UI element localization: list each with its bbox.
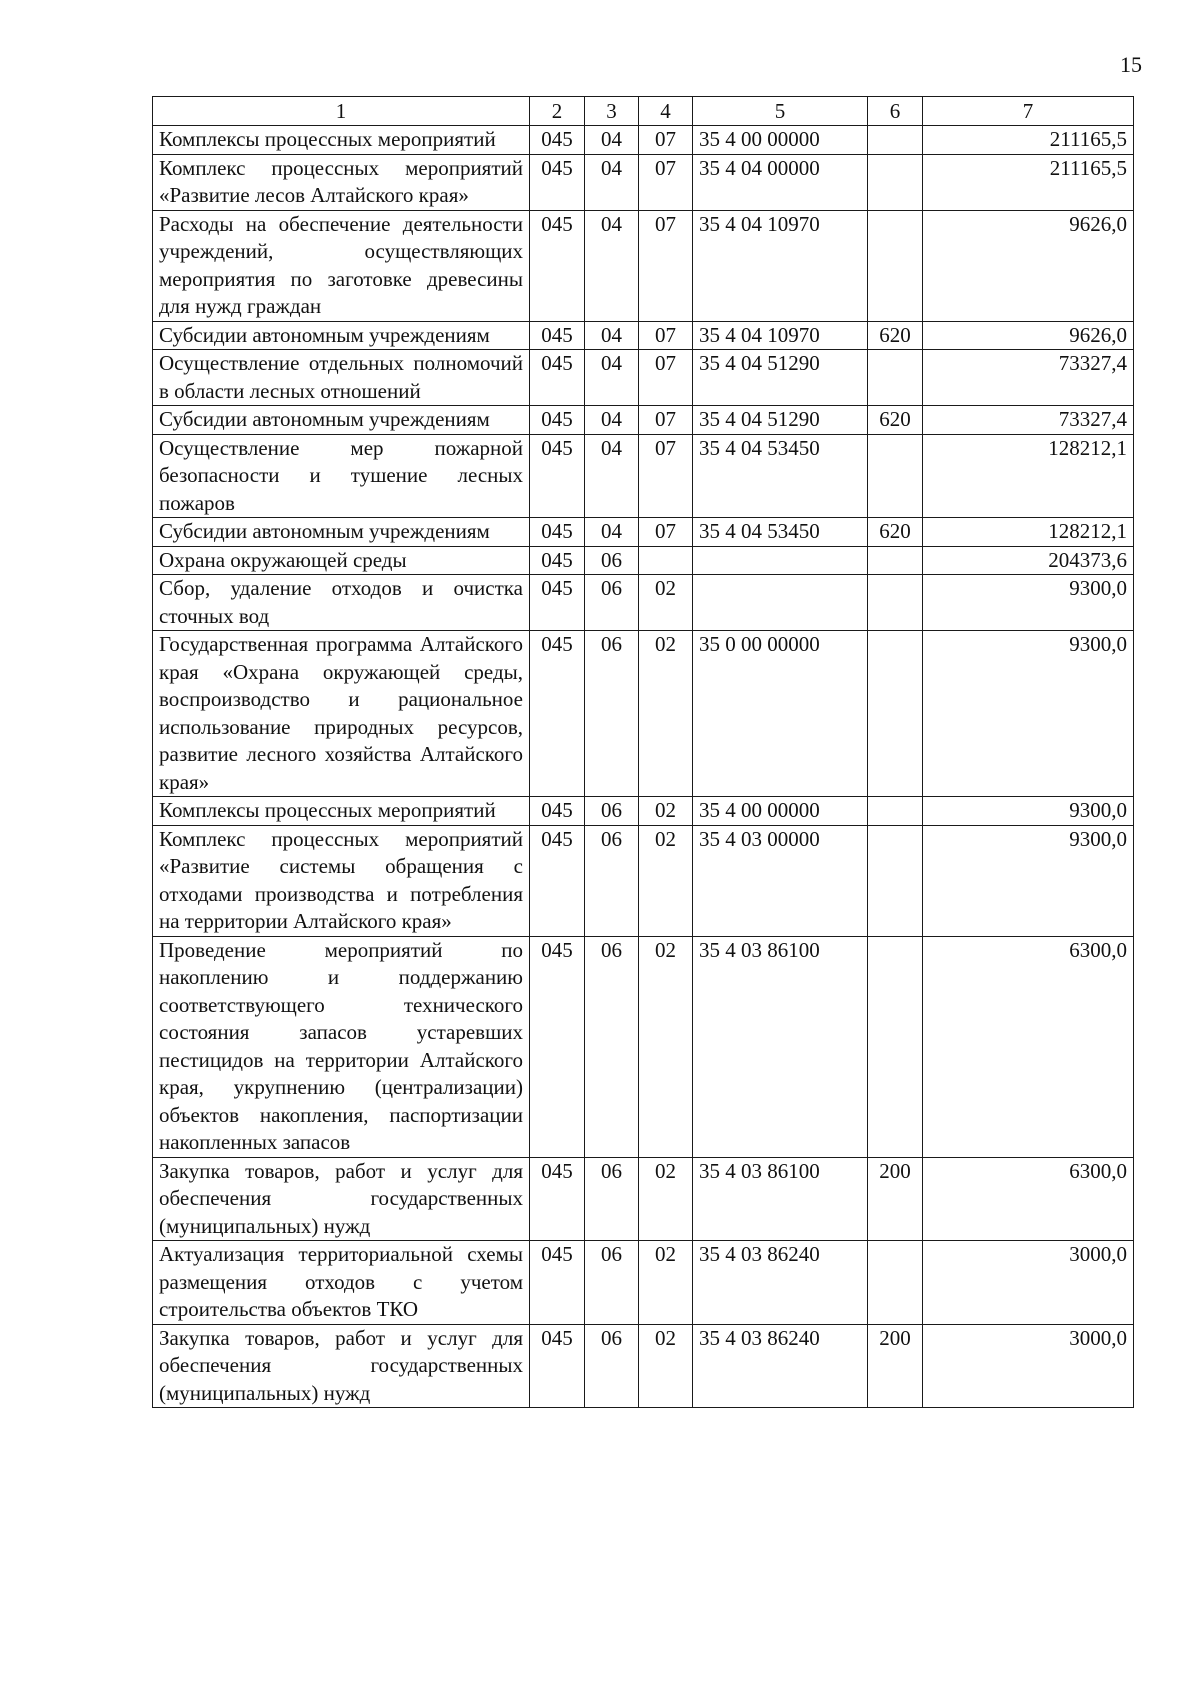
code-expense-type: [868, 210, 923, 321]
code-expense-type: [868, 126, 923, 155]
code-target-article: 35 4 04 53450: [693, 434, 868, 518]
code-expense-type: 620: [868, 321, 923, 350]
code-target-article: 35 4 03 86100: [693, 936, 868, 1157]
code-section: 06: [585, 797, 639, 826]
item-name: Актуализация территориальной схемы размещения отходов с учетом строительства объектов ТКО: [153, 1241, 530, 1325]
code-target-article: 35 4 03 86240: [693, 1241, 868, 1325]
table-row: [153, 406, 1134, 435]
item-name: Осуществление мер пожарной безопасности и тушение лесных пожаров: [153, 434, 530, 518]
code-ministry: 045: [530, 631, 585, 797]
code-expense-type: [868, 350, 923, 406]
table-row: [153, 825, 1134, 936]
code-subsection: 02: [639, 1241, 693, 1325]
code-expense-type: [868, 575, 923, 631]
item-name: Расходы на обеспечение деятельности учреждений, осуществляющих мероприятия по заготовке древесины для нужд граждан: [153, 210, 530, 321]
header-cell: 5: [693, 97, 868, 126]
header-cell: 7: [923, 97, 1134, 126]
code-section: 06: [585, 1157, 639, 1241]
header-cell: 2: [530, 97, 585, 126]
amount: 9300,0: [923, 825, 1134, 936]
code-section: 06: [585, 546, 639, 575]
amount: 9300,0: [923, 575, 1134, 631]
code-expense-type: [868, 825, 923, 936]
code-subsection: 02: [639, 825, 693, 936]
code-ministry: 045: [530, 434, 585, 518]
amount: 73327,4: [923, 406, 1134, 435]
code-target-article: 35 4 04 00000: [693, 154, 868, 210]
code-subsection: 02: [639, 936, 693, 1157]
code-expense-type: [868, 434, 923, 518]
table-row: [153, 1241, 1134, 1325]
code-ministry: 045: [530, 1157, 585, 1241]
item-name: Закупка товаров, работ и услуг для обеспечения государственных (муниципальных) нужд: [153, 1157, 530, 1241]
amount: 73327,4: [923, 350, 1134, 406]
table-row: [153, 936, 1134, 1157]
code-target-article: 35 4 03 86240: [693, 1324, 868, 1408]
code-section: 04: [585, 434, 639, 518]
item-name: Комплекс процессных мероприятий «Развитие лесов Алтайского края»: [153, 154, 530, 210]
code-target-article: 35 4 04 51290: [693, 350, 868, 406]
code-subsection: 02: [639, 797, 693, 826]
code-subsection: 07: [639, 406, 693, 435]
code-expense-type: 620: [868, 518, 923, 547]
amount: 211165,5: [923, 154, 1134, 210]
code-subsection: 07: [639, 350, 693, 406]
budget-table: [152, 96, 1134, 1408]
code-target-article: [693, 546, 868, 575]
header-cell: 3: [585, 97, 639, 126]
item-name: Комплексы процессных мероприятий: [153, 126, 530, 155]
code-ministry: 045: [530, 797, 585, 826]
item-name: Комплекс процессных мероприятий «Развитие системы обращения с отходами производства и потребления на территории Алтайского края»: [153, 825, 530, 936]
amount: 211165,5: [923, 126, 1134, 155]
code-ministry: 045: [530, 210, 585, 321]
item-name: Охрана окружающей среды: [153, 546, 530, 575]
amount: 3000,0: [923, 1324, 1134, 1408]
item-name: Субсидии автономным учреждениям: [153, 321, 530, 350]
code-section: 06: [585, 825, 639, 936]
code-section: 04: [585, 350, 639, 406]
code-ministry: 045: [530, 154, 585, 210]
code-section: 04: [585, 321, 639, 350]
header-cell: 4: [639, 97, 693, 126]
code-target-article: 35 4 00 00000: [693, 797, 868, 826]
code-subsection: 02: [639, 631, 693, 797]
table-row: [153, 154, 1134, 210]
code-ministry: 045: [530, 1324, 585, 1408]
code-expense-type: [868, 936, 923, 1157]
amount: 128212,1: [923, 518, 1134, 547]
code-section: 06: [585, 631, 639, 797]
item-name: Проведение мероприятий по накоплению и поддержанию соответствующего технического состояния запасов устаревших пестицидов на территории Алтайского края, укрупнению (централизации) объектов накопления, паспортизации накопленных запасов: [153, 936, 530, 1157]
page-number: 15: [1120, 52, 1142, 77]
table-row: [153, 546, 1134, 575]
item-name: Субсидии автономным учреждениям: [153, 518, 530, 547]
table-row: [153, 518, 1134, 547]
table-row: [153, 575, 1134, 631]
code-ministry: 045: [530, 321, 585, 350]
code-subsection: 07: [639, 210, 693, 321]
code-target-article: 35 4 03 86100: [693, 1157, 868, 1241]
code-expense-type: [868, 546, 923, 575]
header-cell: 6: [868, 97, 923, 126]
code-ministry: 045: [530, 518, 585, 547]
code-section: 04: [585, 518, 639, 547]
item-name: Сбор, удаление отходов и очистка сточных вод: [153, 575, 530, 631]
code-ministry: 045: [530, 546, 585, 575]
code-section: 04: [585, 406, 639, 435]
code-expense-type: 200: [868, 1324, 923, 1408]
amount: 3000,0: [923, 1241, 1134, 1325]
code-subsection: [639, 546, 693, 575]
table-row: [153, 1324, 1134, 1408]
item-name: Осуществление отдельных полномочий в области лесных отношений: [153, 350, 530, 406]
amount: 9300,0: [923, 797, 1134, 826]
code-expense-type: 200: [868, 1157, 923, 1241]
code-target-article: 35 4 04 10970: [693, 210, 868, 321]
code-target-article: 35 4 04 10970: [693, 321, 868, 350]
table-row: [153, 1157, 1134, 1241]
code-ministry: 045: [530, 406, 585, 435]
code-subsection: 07: [639, 126, 693, 155]
code-ministry: 045: [530, 126, 585, 155]
table-row: [153, 434, 1134, 518]
amount: 9626,0: [923, 210, 1134, 321]
code-ministry: 045: [530, 825, 585, 936]
code-target-article: [693, 575, 868, 631]
table-row: [153, 210, 1134, 321]
code-target-article: 35 0 00 00000: [693, 631, 868, 797]
code-subsection: 07: [639, 434, 693, 518]
header-row: [153, 97, 1134, 126]
code-section: 04: [585, 154, 639, 210]
code-subsection: 07: [639, 154, 693, 210]
table-row: [153, 797, 1134, 826]
code-expense-type: [868, 631, 923, 797]
code-section: 06: [585, 575, 639, 631]
amount: 128212,1: [923, 434, 1134, 518]
item-name: Государственная программа Алтайского края «Охрана окружающей среды, воспроизводство и рациональное использование природных ресурсов, развитие лесного хозяйства Алтайского края»: [153, 631, 530, 797]
table-row: [153, 631, 1134, 797]
amount: 9626,0: [923, 321, 1134, 350]
table-row: [153, 350, 1134, 406]
code-target-article: 35 4 04 53450: [693, 518, 868, 547]
item-name: Комплексы процессных мероприятий: [153, 797, 530, 826]
header-cell: 1: [153, 97, 530, 126]
code-expense-type: 620: [868, 406, 923, 435]
code-section: 06: [585, 1241, 639, 1325]
item-name: Закупка товаров, работ и услуг для обеспечения государственных (муниципальных) нужд: [153, 1324, 530, 1408]
code-subsection: 02: [639, 1157, 693, 1241]
code-ministry: 045: [530, 936, 585, 1157]
table-row: [153, 126, 1134, 155]
code-expense-type: [868, 1241, 923, 1325]
amount: 9300,0: [923, 631, 1134, 797]
code-subsection: 07: [639, 518, 693, 547]
amount: 6300,0: [923, 936, 1134, 1157]
code-target-article: 35 4 04 51290: [693, 406, 868, 435]
code-ministry: 045: [530, 1241, 585, 1325]
code-section: 04: [585, 210, 639, 321]
code-ministry: 045: [530, 575, 585, 631]
code-subsection: 02: [639, 1324, 693, 1408]
code-subsection: 02: [639, 575, 693, 631]
amount: 204373,6: [923, 546, 1134, 575]
code-section: 06: [585, 1324, 639, 1408]
code-target-article: 35 4 00 00000: [693, 126, 868, 155]
code-expense-type: [868, 797, 923, 826]
code-target-article: 35 4 03 00000: [693, 825, 868, 936]
code-expense-type: [868, 154, 923, 210]
code-ministry: 045: [530, 350, 585, 406]
amount: 6300,0: [923, 1157, 1134, 1241]
code-subsection: 07: [639, 321, 693, 350]
item-name: Субсидии автономным учреждениям: [153, 406, 530, 435]
code-section: 04: [585, 126, 639, 155]
code-section: 06: [585, 936, 639, 1157]
table-row: [153, 321, 1134, 350]
